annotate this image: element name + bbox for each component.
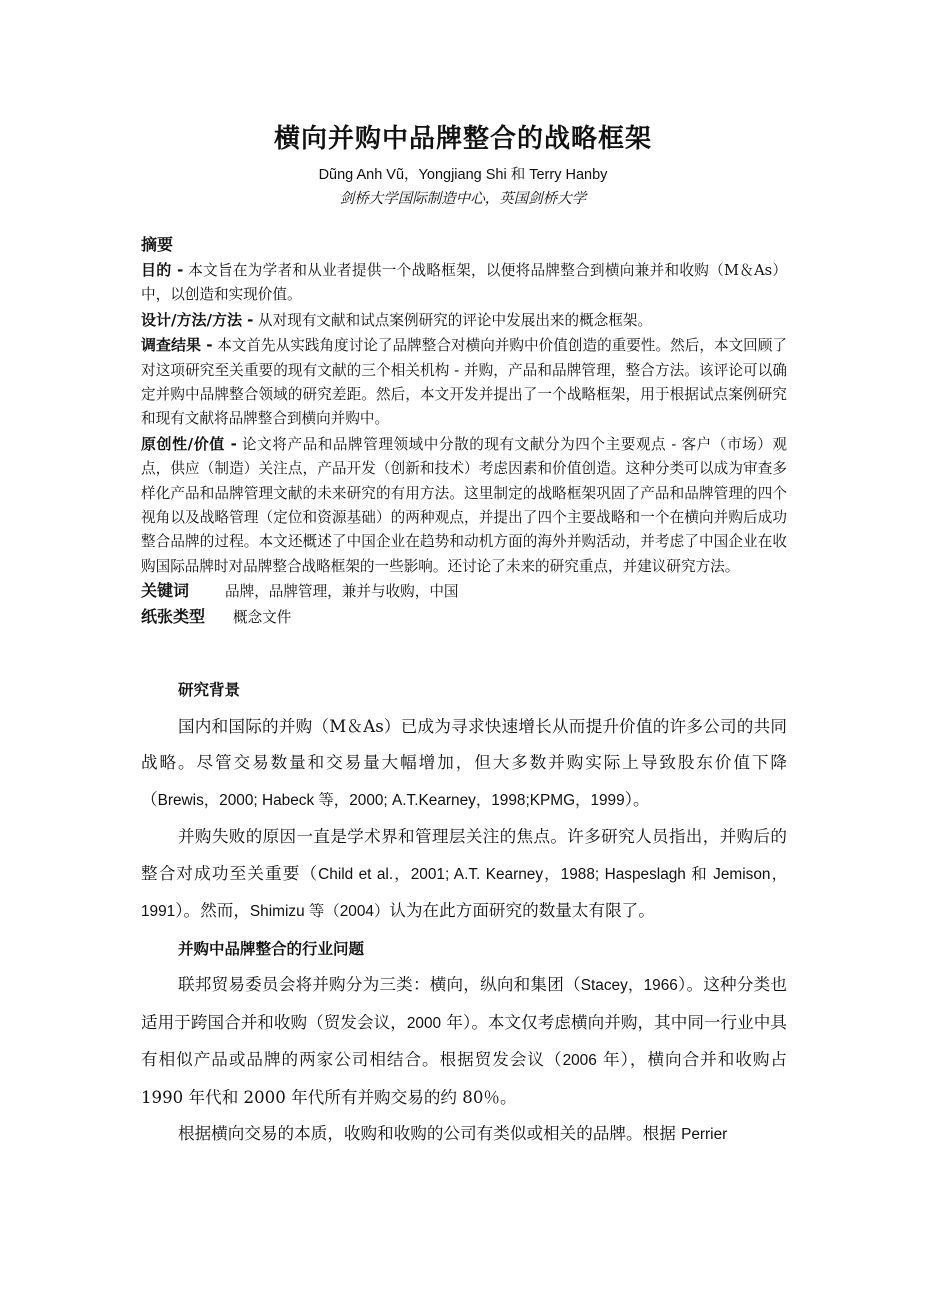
citation: Brewis，2000; Habeck 等，2000; A.T.Kearney，1998;KPMG，1999 bbox=[157, 791, 625, 809]
paper-title: 横向并购中品牌整合的战略框架 bbox=[273, 124, 652, 154]
text-run: ）。这种分类也适用于跨国合并和收购（贸发会议， bbox=[141, 975, 787, 1032]
citation: 2006 bbox=[562, 1052, 597, 1069]
text-run: ）。然而， bbox=[175, 901, 250, 920]
design-label: 设计/方法/方法 - bbox=[141, 310, 254, 329]
abstract-design bbox=[141, 308, 787, 333]
paragraph bbox=[141, 1116, 787, 1154]
text-run: 并购失败的原因一直是学术界和管理层关注的焦点。许多研究人员指出，并购后的整合对成功至关重要（ bbox=[141, 827, 787, 883]
paper-type-label: 纸张类型 bbox=[141, 606, 206, 626]
abstract-originality bbox=[141, 432, 787, 579]
text-run: 国内和国际的并购（M＆As）已成为寻求快速增长从而提升价值的许多公司的共同战略。尽管交易数量和交易量大幅增加，但大多数并购实际上导致股东价值下降（ bbox=[141, 716, 787, 809]
section-heading-background: 研究背景 bbox=[178, 681, 241, 699]
design-text: 从对现有文献和试点案例研究的评论中发展出来的概念框架。 bbox=[253, 311, 653, 329]
purpose-text: 本文旨在为学者和从业者提供一个战略框架，以便将品牌整合到横向兼并和收购（M＆As）中，以创造和实现价值。 bbox=[141, 262, 787, 304]
citation: 2000 bbox=[406, 1014, 442, 1032]
text-run: 联邦贸易委员会将并购分为三类：横向，纵向和集团（ bbox=[178, 975, 581, 994]
text-run: 根据横向交易的本质，收购和收购的公司有类似或相关的品牌。根据 bbox=[178, 1124, 682, 1143]
abstract-findings bbox=[141, 333, 787, 432]
paper-type-text: 概念文件 bbox=[233, 608, 292, 626]
text-run: 年）。本文仅考虑横向并购，其中同一行业中具有相似产品或品牌的两家公司相结合。根据贸发会议（ bbox=[141, 1012, 787, 1069]
paper-type-row bbox=[141, 605, 787, 630]
keywords-label: 关键词 bbox=[141, 581, 190, 601]
paragraph bbox=[141, 819, 787, 931]
paragraph bbox=[141, 967, 787, 1116]
keywords-row bbox=[141, 579, 787, 604]
citation: Child et al.，2001; A.T. Kearney，1988; Haspeslagh 和 Jemison，1991 bbox=[141, 865, 787, 920]
text-run: 认为在此方面研究的数量太有限了。 bbox=[389, 901, 655, 920]
abstract-heading: 摘要 bbox=[141, 235, 174, 254]
originality-label: 原创性/价值 - bbox=[141, 434, 237, 453]
paragraph bbox=[141, 709, 787, 820]
author-list: Dũng Anh Vũ，Yongjiang Shi 和 Terry Hanby bbox=[318, 167, 608, 183]
affiliation: 剑桥大学国际制造中心，英国剑桥大学 bbox=[339, 191, 587, 207]
body-text bbox=[141, 672, 787, 1154]
text-run: ）。 bbox=[624, 789, 650, 809]
citation: Stacey，1966 bbox=[580, 977, 678, 994]
abstract-purpose bbox=[141, 258, 787, 308]
purpose-label: 目的 - bbox=[141, 261, 184, 279]
findings-label: 调查结果 - bbox=[141, 336, 213, 355]
findings-text: 本文首先从实践角度讨论了品牌整合对横向并购中价值创造的重要性。然后，本文回顾了对这项研究至关重要的现有文献的三个相关机构 - 并购，产品和品牌管理，整合方法。该评论可以确定并购中品牌整合领域的研究差距。然后，本文开发并提出了一个战略框架，用于根据试点案例研究和现有文献将品牌整合到横向并购中。 bbox=[141, 337, 787, 428]
citation: Shimizu 等（2004） bbox=[249, 903, 390, 920]
keywords-text: 品牌，品牌管理，兼并与收购，中国 bbox=[225, 583, 459, 601]
originality-text: 论文将产品和品牌管理领域中分散的现有文献分为四个主要观点 - 客户（市场）观点，供应（制造）关注点，产品开发（创新和技术）考虑因素和价值创造。这种分类可以成为审查多样化产品和品牌管理文献的未来研究的有用方法。这里制定的战略框架巩固了产品和品牌管理的四个视角以及战略管理（定位和资源基础）的两种观点，并提出了四个主要战略和一个在横向并购后成功整合品牌的过程。本文还概述了中国企业在趋势和动机方面的海外并购活动，并考虑了中国企业在收购国际品牌时对品牌整合战略框架的一些影响。还讨论了未来的研究重点，并建议研究方法。 bbox=[141, 435, 787, 575]
citation: Perrier bbox=[681, 1126, 728, 1143]
abstract-block bbox=[141, 232, 787, 630]
text-run: 年），横向合并和收购占 1990 年代和 2000 年代所有并购交易的约 80％。 bbox=[141, 1050, 787, 1107]
section-heading-industry-issues: 并购中品牌整合的行业问题 bbox=[178, 939, 365, 958]
